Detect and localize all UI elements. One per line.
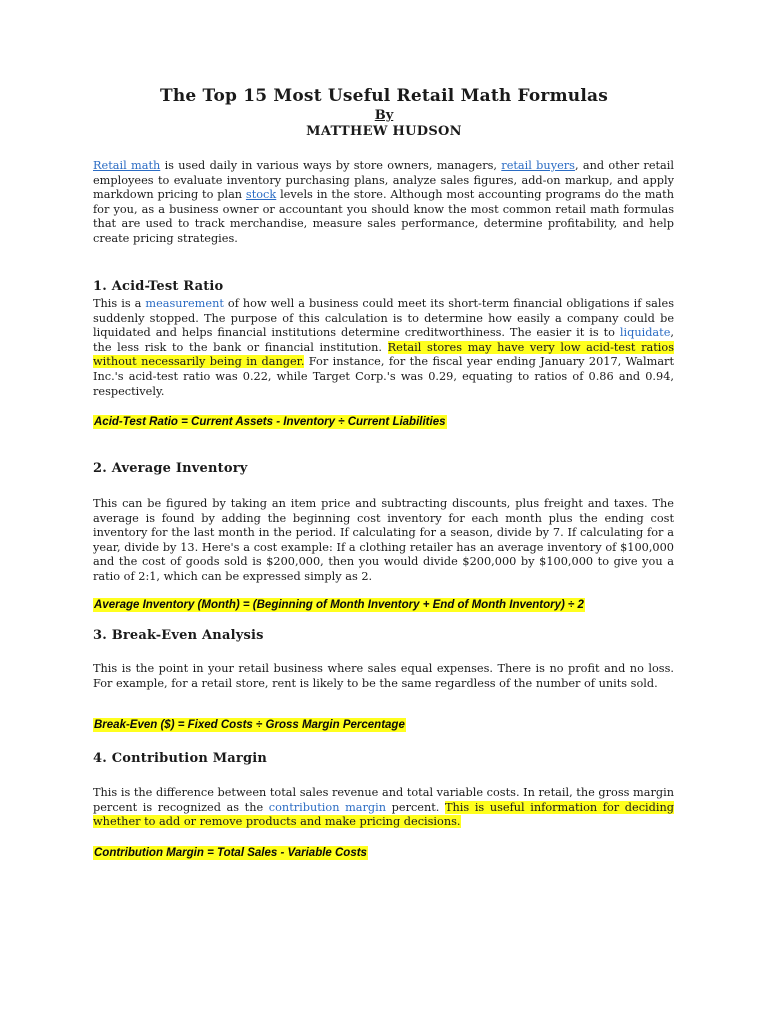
byline-label: By (374, 108, 394, 123)
intro-text-1: is used daily in various ways by store owners, managers, (160, 159, 502, 172)
acid-text-4: For instance, for the fiscal year ending January 2017, Walmart Inc.'s acid-test ratio was 0.22, while Target Corp.'s was 0.29, equating to ratios of 0.86 and 0.94, respectively. (93, 355, 674, 398)
intro-text-3: levels in the store. Although most accounting programs do the math for you, as a business owner or accountant you should know the most common retail math formulas that are used to track merchandise, measure sales performance, determine profitability, and help create pricing strategies. (93, 188, 674, 245)
acid-highlight: Retail stores may have very low acid-test ratios without necessarily being in danger. (93, 340, 674, 369)
formula-acid-test (93, 416, 447, 428)
formula-break-even (93, 719, 406, 731)
link-liquidate[interactable]: liquidate (619, 326, 671, 340)
acid-text-1: This is a (93, 297, 146, 310)
link-retail-buyers[interactable]: retail buyers (501, 159, 575, 172)
break-even-paragraph: This is the point in your retail business where sales equal expenses. There is no profit and no loss. For example, for a retail store, rent is likely to be the same regardless of the number of units sold. (93, 662, 674, 690)
contribution-text-2: percent. (386, 800, 445, 814)
heading-average-inventory: 2. Average Inventory (93, 461, 248, 476)
contribution-margin-paragraph (93, 786, 674, 830)
acid-test-paragraph (93, 297, 674, 399)
formula-acid-test-text: Acid-Test Ratio = Current Assets - Inventory ÷ Current Liabilities (94, 416, 446, 428)
link-stock[interactable]: stock (245, 188, 277, 202)
intro-paragraph (93, 159, 674, 247)
heading-contribution-margin: 4. Contribution Margin (93, 751, 268, 766)
formula-contribution-margin-text: Contribution Margin = Total Sales - Variable Costs (94, 847, 367, 859)
formula-contribution-margin (93, 847, 368, 859)
acid-text-3: , the less risk to the bank or financial institution. (93, 326, 674, 354)
link-measurement[interactable]: measurement (145, 297, 224, 310)
contribution-highlight: This is useful information for deciding whether to add or remove products and make pricing decisions. (93, 800, 674, 829)
contribution-text-1: This is the difference between total sales revenue and total variable costs. In retail, the gross margin percent is recognized as the (93, 786, 674, 814)
document-title: The Top 15 Most Useful Retail Math Formulas (160, 86, 608, 106)
heading-break-even-analysis: 3. Break-Even Analysis (93, 628, 264, 643)
link-contribution-margin[interactable]: contribution margin (268, 800, 387, 814)
author-name: MATTHEW HUDSON (306, 124, 462, 139)
formula-average-inventory (93, 599, 585, 611)
average-inventory-paragraph: This can be figured by taking an item price and subtracting discounts, plus freight and taxes. The average is found by adding the beginning cost inventory for each month plus the ending cost inventory for the last month in the period. If calculating for a season, divide by 7. If calculating for a year, divide by 13. Here's a cost example: If a clothing retailer has an average inventory of $100,000 and the cost of goods sold is $200,000, then you would divide $200,000 by $100,000 to give you a ratio of 2:1, which can be expressed simply as 2. (93, 497, 674, 583)
formula-break-even-text: Break-Even ($) = Fixed Costs ÷ Gross Margin Percentage (94, 719, 405, 731)
formula-average-inventory-text: Average Inventory (Month) = (Beginning of Month Inventory + End of Month Inventory) ÷ 2 (94, 599, 584, 611)
intro-text-2: , and other retail employees to evaluate inventory purchasing plans, analyze sales figures, add-on markup, and apply markdown pricing to plan (93, 159, 675, 202)
heading-acid-test-ratio: 1. Acid-Test Ratio (93, 279, 224, 294)
acid-text-2: of how well a business could meet its short-term financial obligations if sales suddenly stopped. The purpose of this calculation is to determine how easily a company could be liquidated and helps financial institutions determine creditworthiness. The easier it is to (93, 297, 674, 340)
link-retail-math[interactable]: Retail math (93, 159, 161, 172)
